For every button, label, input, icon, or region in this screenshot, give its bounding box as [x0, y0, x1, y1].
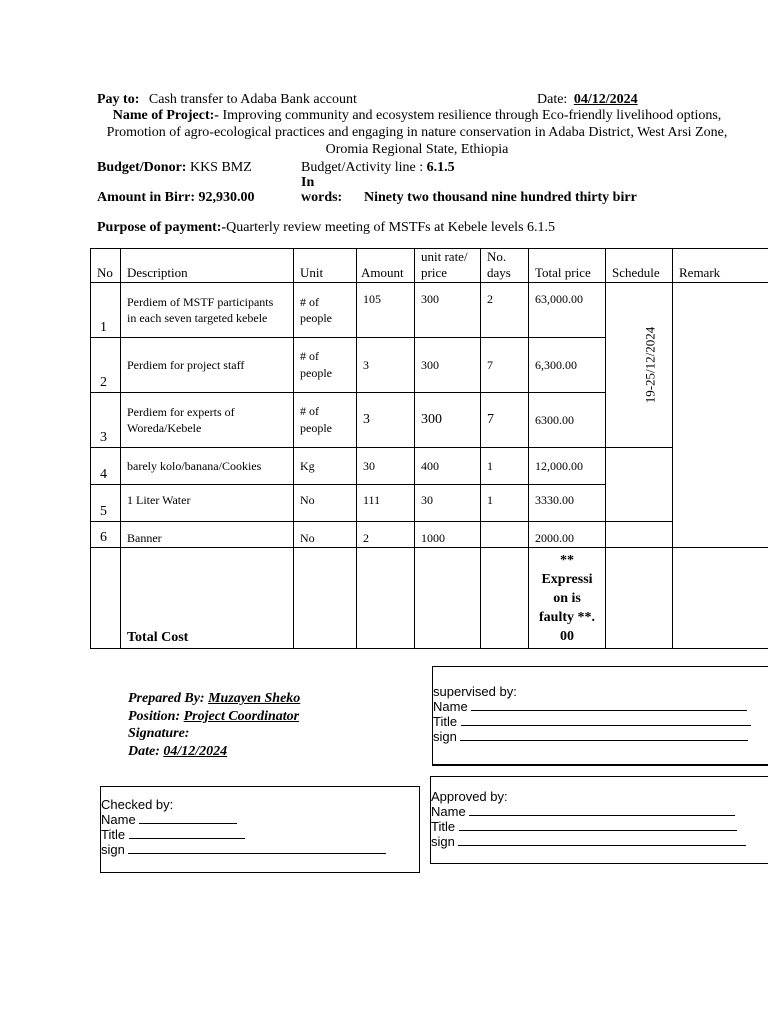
row-description: 1 Liter Water — [121, 485, 294, 522]
sign-label: sign — [101, 842, 125, 857]
row-days: 2 — [481, 283, 529, 338]
row-total: 3330.00 — [529, 485, 606, 522]
row-description: Banner — [121, 522, 294, 548]
purpose-label: Purpose of payment:- — [97, 220, 227, 235]
sign-field[interactable] — [128, 842, 386, 854]
schedule-cell — [606, 283, 673, 448]
row-no: 6 — [91, 522, 121, 548]
header-schedule: Schedule — [606, 249, 673, 283]
checked-title-row — [101, 827, 245, 842]
header-description: Description — [121, 249, 294, 283]
words-value: Ninety two thousand nine hundred thirty birr — [364, 190, 637, 205]
row-unit-line2: people — [300, 311, 332, 325]
row-unit-line1: # of — [300, 295, 319, 309]
supervised-sign-row — [433, 729, 748, 744]
budget-value: KKS BMZ — [189, 160, 252, 175]
table-header — [91, 249, 768, 283]
row-rate: 300 — [415, 393, 481, 448]
checked-title: Checked by: — [101, 797, 174, 812]
name-field[interactable] — [139, 812, 237, 824]
row-unit: Kg — [294, 448, 357, 485]
pay-to-row — [97, 91, 357, 108]
title-field[interactable] — [129, 827, 245, 839]
header-amount: Amount — [357, 249, 415, 283]
approved-title-row — [431, 819, 737, 834]
supervised-name-row — [433, 699, 747, 714]
row-amount: 105 — [357, 283, 415, 338]
date-label: Date: — [537, 92, 571, 107]
checked-box — [100, 786, 420, 873]
row-days: 7 — [481, 338, 529, 393]
header-total: Total price — [529, 249, 606, 283]
row-rate: 300 — [415, 338, 481, 393]
row-amount: 2 — [357, 522, 415, 548]
project-line-1: Improving community and ecosystem resilience through Eco-friendly livelihood options, — [218, 108, 722, 123]
checked-name-row — [101, 812, 237, 827]
total-schedule-cell — [606, 548, 673, 649]
total-no-cell — [91, 548, 121, 649]
amount-in-birr — [97, 189, 255, 206]
row-unit: No — [294, 522, 357, 548]
prepared-label: Prepared By: — [128, 691, 209, 706]
name-field[interactable] — [469, 804, 735, 816]
row-amount: 3 — [357, 393, 415, 448]
payment-table — [90, 248, 768, 649]
header-unit-rate-line1: unit rate/ — [421, 249, 468, 264]
prepared-date-label: Date: — [128, 744, 164, 759]
approved-name-row — [431, 804, 735, 819]
row-no: 2 — [91, 338, 121, 393]
project-name — [92, 107, 742, 158]
pay-to-label: Pay to: — [97, 92, 140, 107]
amount-value: 92,930.00 — [198, 190, 255, 205]
row-description-line1: Perdiem of MSTF participants — [127, 295, 274, 309]
row-days: 1 — [481, 485, 529, 522]
header-days — [481, 249, 529, 283]
budget-label: Budget/Donor: — [97, 160, 187, 175]
position — [128, 709, 299, 725]
voucher-date — [537, 91, 638, 108]
header-days-line2: days — [487, 265, 511, 280]
prepared-date — [128, 744, 227, 760]
title-label: Title — [433, 714, 458, 729]
total-label: Total Cost — [121, 548, 294, 649]
position-label: Position: — [128, 709, 184, 724]
name-label: Name — [101, 812, 136, 827]
schedule-value: 19-25/12/2024 — [642, 326, 658, 404]
row-rate: 300 — [415, 283, 481, 338]
table-row — [91, 448, 768, 485]
total-empty-cell — [415, 548, 481, 649]
signature-label: Signature: — [128, 726, 190, 741]
supervised-title-row — [433, 714, 751, 729]
row-description — [121, 393, 294, 448]
pay-to-value: Cash transfer to Adaba Bank account — [148, 92, 357, 107]
title-label: Title — [101, 827, 126, 842]
row-no: 1 — [91, 283, 121, 338]
total-empty-cell — [357, 548, 415, 649]
row-total: 6300.00 — [529, 393, 606, 448]
purpose-value: Quarterly review meeting of MSTFs at Kebele levels 6.1.5 — [226, 220, 556, 235]
row-unit-line2: people — [300, 366, 332, 380]
project-line-2: Promotion of agro-ecological practices and engaging in nature conservation in Adaba District, West Arsi Zone, — [106, 125, 728, 140]
row-description: Perdiem for project staff — [121, 338, 294, 393]
date-value: 04/12/2024 — [573, 92, 638, 107]
in-label: In — [301, 175, 315, 190]
name-label: Name — [433, 699, 468, 714]
row-no: 4 — [91, 448, 121, 485]
project-line-3: Oromia Regional State, Ethiopia — [325, 142, 509, 157]
header-no: No — [91, 249, 121, 283]
activity-label: Budget/Activity line : — [301, 160, 424, 175]
checked-sign-row — [101, 842, 386, 857]
activity-line — [301, 159, 455, 176]
amount-label: Amount in Birr: — [97, 190, 195, 205]
row-unit-line1: # of — [300, 404, 319, 418]
row-description — [121, 283, 294, 338]
total-empty-cell — [481, 548, 529, 649]
supervised-box-bottom-rule — [432, 764, 768, 765]
schedule-cell-empty — [606, 448, 673, 522]
total-value-line1: ** — [560, 552, 574, 568]
row-total: 2000.00 — [529, 522, 606, 548]
row-description: barely kolo/banana/Cookies — [121, 448, 294, 485]
total-value — [529, 548, 606, 649]
row-amount: 3 — [357, 338, 415, 393]
row-amount: 111 — [357, 485, 415, 522]
prepared-by — [128, 691, 300, 707]
budget-donor — [97, 159, 252, 176]
row-days — [481, 522, 529, 548]
approved-box — [430, 776, 768, 864]
row-days: 1 — [481, 448, 529, 485]
row-unit — [294, 283, 357, 338]
total-value-line4: faulty **. — [539, 609, 595, 625]
total-empty-cell — [294, 548, 357, 649]
title-field[interactable] — [461, 714, 751, 726]
sign-label: sign — [433, 729, 457, 744]
header-unit-rate — [415, 249, 481, 283]
row-total: 6,300.00 — [529, 338, 606, 393]
row-amount: 30 — [357, 448, 415, 485]
table-row — [91, 522, 768, 548]
supervised-title: supervised by: — [433, 684, 517, 699]
total-value-line5: 00 — [560, 628, 574, 644]
title-label: Title — [431, 819, 456, 834]
prepared-date-value: 04/12/2024 — [163, 744, 228, 759]
row-unit: No — [294, 485, 357, 522]
row-unit-line2: people — [300, 421, 332, 435]
sign-field[interactable] — [460, 729, 748, 741]
approved-title: Approved by: — [431, 789, 508, 804]
total-row — [91, 548, 768, 649]
header-unit: Unit — [294, 249, 357, 283]
row-no: 5 — [91, 485, 121, 522]
total-value-line2: Expressi — [541, 571, 593, 587]
name-field[interactable] — [471, 699, 747, 711]
supervised-box — [432, 666, 768, 766]
prepared-value: Muzayen Sheko — [208, 691, 301, 706]
row-description-line1: Perdiem for experts of — [127, 405, 235, 419]
header-remark: Remark — [673, 249, 768, 283]
words-label: words: — [301, 190, 343, 205]
header-unit-rate-line2: price — [421, 265, 447, 280]
row-rate: 30 — [415, 485, 481, 522]
remark-cell — [673, 283, 768, 548]
purpose-row — [97, 219, 555, 236]
row-total: 63,000.00 — [529, 283, 606, 338]
total-remark-cell — [673, 548, 768, 649]
sign-label: sign — [431, 834, 455, 849]
row-no: 3 — [91, 393, 121, 448]
schedule-cell-empty — [606, 522, 673, 548]
sign-field[interactable] — [458, 834, 746, 846]
row-unit — [294, 393, 357, 448]
row-description-line2: Woreda/Kebele — [127, 421, 202, 435]
total-value-line3: on is — [553, 590, 581, 606]
row-rate: 400 — [415, 448, 481, 485]
row-days: 7 — [481, 393, 529, 448]
header-days-line1: No. — [487, 249, 507, 264]
position-value: Project Coordinator — [183, 709, 300, 724]
project-label: Name of Project:- — [112, 108, 219, 123]
title-field[interactable] — [459, 819, 737, 831]
table-row — [91, 283, 768, 338]
row-description-line2: in each seven targeted kebele — [127, 311, 268, 325]
row-total: 12,000.00 — [529, 448, 606, 485]
name-label: Name — [431, 804, 466, 819]
row-unit — [294, 338, 357, 393]
activity-value: 6.1.5 — [426, 160, 455, 175]
row-rate: 1000 — [415, 522, 481, 548]
row-unit-line1: # of — [300, 349, 319, 363]
approved-sign-row — [431, 834, 746, 849]
